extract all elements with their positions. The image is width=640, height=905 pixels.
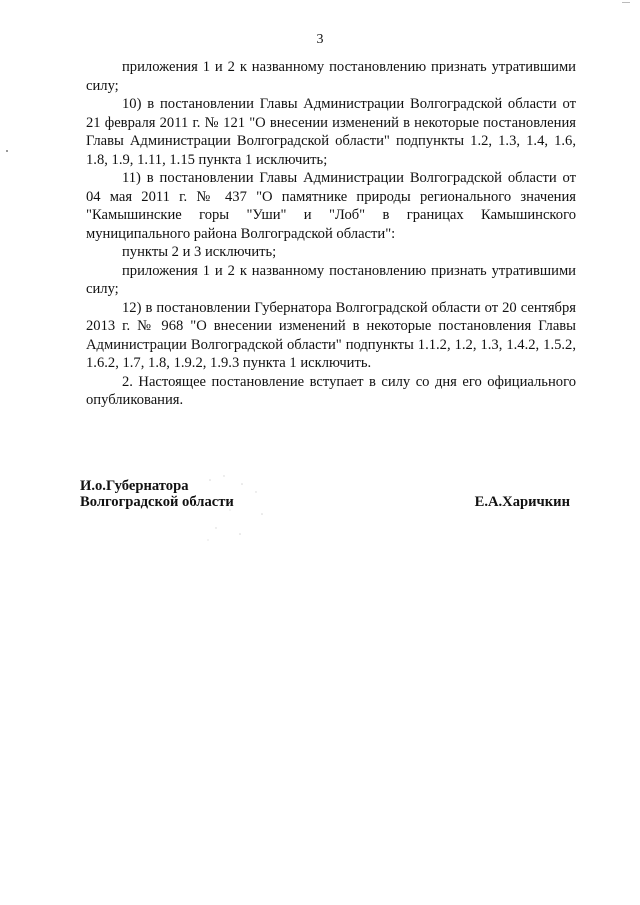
paragraph-item-12: 12) в постановлении Губернатора Волгоградской области от 20 сентября 2013 г. № 968 "О внесении изменений в некоторые постановления Главы Администрации Волгоградской области" подпункты 1.1.2, 1.2, 1.3, 1.4.2, 1.5.2, 1.6.2, 1.7, 1.8, 1.9.2, 1.9.3 пункта 1 исключить. — [86, 299, 576, 371]
signature-block — [80, 478, 570, 510]
page-number: 3 — [316, 32, 324, 47]
paragraph-points-exclude: пункты 2 и 3 исключить; — [122, 244, 277, 260]
scan-artifact-mark — [622, 2, 630, 3]
paragraph-appendices-void-1: приложения 1 и 2 к названному постановлению признать утратившими силу; — [86, 59, 576, 94]
paragraph-item-10: 10) в постановлении Главы Администрации Волгоградской области от 21 февраля 2011 г. № 121 "О внесении изменений в некоторые постановления Главы Администрации Волгоградской области" подпункты 1.2, 1.3, 1.4, 1.6, 1.8, 1.9, 1.11, 1.15 пункта 1 исключить; — [86, 96, 576, 168]
signatory-position-line1: И.о.Губернатора — [80, 478, 189, 494]
paragraph-appendices-void-2: приложения 1 и 2 к названному постановлению признать утратившими силу; — [86, 262, 576, 297]
scan-artifact-dot — [6, 150, 8, 152]
document-body — [86, 58, 576, 410]
paragraph-effective-date: 2. Настоящее постановление вступает в силу со дня его официального опубликования. — [86, 373, 576, 408]
signatory-position-line2: Волгоградской области — [80, 494, 234, 510]
paragraph-item-11: 11) в постановлении Главы Администрации Волгоградской области от 04 мая 2011 г. № 437 "О памятнике природы регионального значения "Камышинские горы "Уши" и "Лоб" в границах Камышинского муниципального района Волгоградской области": — [86, 170, 576, 242]
signatory-name: Е.А.Харичкин — [474, 494, 570, 510]
